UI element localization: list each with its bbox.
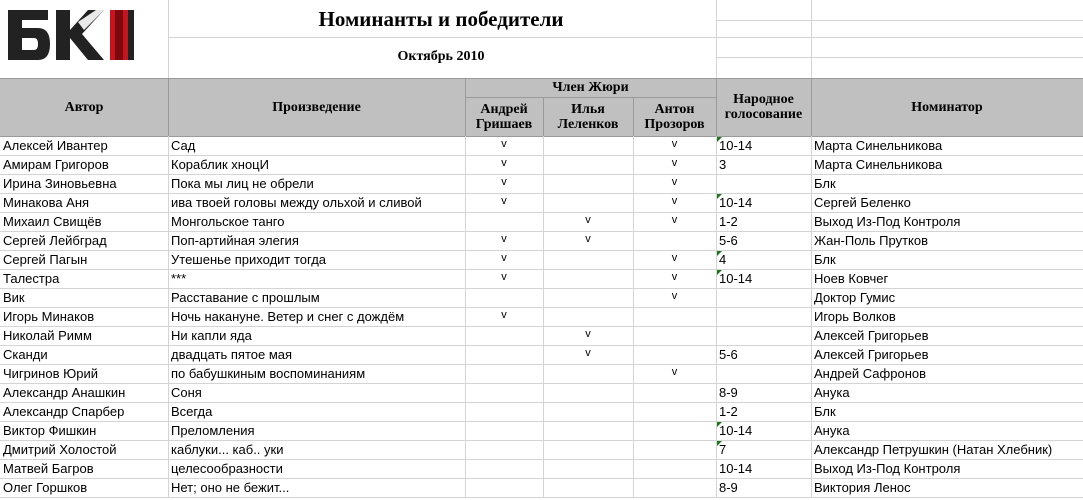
comment-indicator-icon [717, 270, 722, 275]
page-subtitle: Октябрь 2010 [397, 49, 485, 64]
jury-lelenkov-mark [543, 421, 633, 440]
jury-lelenkov-mark [543, 174, 633, 193]
work-cell: Сад [171, 138, 196, 153]
nominator-cell: Анука [814, 423, 850, 438]
work-cell: Утешенье приходит тогда [171, 252, 327, 267]
author-cell: Ирина Зиновьевна [3, 176, 117, 191]
jury-grishaev-mark [465, 326, 543, 345]
jury-prozorov-mark: v [671, 138, 678, 150]
author-cell: Александр Анашкин [3, 385, 126, 400]
jury-grishaev-mark [465, 421, 543, 440]
comment-indicator-icon [717, 137, 722, 142]
nominator-cell: Блк [814, 176, 836, 191]
nominator-cell: Ноев Ковчег [814, 271, 889, 286]
nominator-cell: Алексей Григорьев [814, 328, 929, 343]
column-header-jury-prozorov: Антон Прозоров [644, 101, 705, 132]
author-cell: Игорь Минаков [3, 309, 95, 324]
vote-cell [719, 174, 809, 193]
jury-grishaev-mark: v [501, 309, 507, 321]
jury-lelenkov-mark [543, 269, 633, 288]
jury-lelenkov-mark: v [585, 347, 591, 359]
gridline [543, 136, 544, 497]
jury-grishaev-mark: v [501, 271, 507, 283]
gridline [811, 136, 812, 497]
nominator-cell: Блк [814, 404, 836, 419]
comment-indicator-icon [717, 194, 722, 199]
jury-lelenkov-mark [543, 136, 633, 155]
nominator-cell: Александр Петрушкин (Натан Хлебник) [814, 442, 1053, 457]
work-cell: по бабушкиным воспоминаниям [171, 366, 366, 381]
author-cell: Алексей Ивантер [3, 138, 108, 153]
author-cell: Матвей Багров [3, 461, 94, 476]
nominator-cell: Марта Синельникова [814, 157, 943, 172]
vote-cell: 1-2 [719, 214, 738, 229]
author-cell: Олег Горшков [3, 480, 88, 495]
vote-cell: 5-6 [719, 347, 738, 362]
jury-prozorov-mark: v [671, 290, 678, 302]
column-header-jury-grishaev: Андрей Гришаев [475, 101, 533, 132]
vote-cell: 10-14 [719, 423, 753, 438]
gridline [716, 0, 717, 78]
jury-prozorov-mark: v [671, 195, 678, 207]
vote-cell: 7 [719, 442, 727, 457]
vote-cell [719, 326, 809, 345]
author-cell: Александр Спарбер [3, 404, 125, 419]
author-cell: Талестра [3, 271, 60, 286]
work-cell: Расставание с прошлым [171, 290, 320, 305]
jury-lelenkov-mark [543, 288, 633, 307]
jury-lelenkov-mark [543, 383, 633, 402]
jury-lelenkov-mark [543, 307, 633, 326]
work-cell: *** [171, 271, 187, 286]
gridline [811, 0, 812, 78]
jury-lelenkov-mark [543, 440, 633, 459]
vote-cell: 10-14 [719, 195, 753, 210]
jury-lelenkov-mark: v [585, 328, 591, 340]
logo-text: БКЛ [8, 65, 10, 66]
comment-indicator-icon [717, 251, 722, 256]
jury-grishaev-mark: v [501, 157, 507, 169]
vote-cell: 8-9 [719, 480, 738, 495]
author-cell: Сканди [3, 347, 48, 362]
jury-prozorov-mark: v [671, 157, 678, 169]
column-header-author: Автор [64, 99, 104, 115]
work-cell: Ночь накануне. Ветер и снег с дождём [171, 309, 405, 324]
gridline [0, 497, 1083, 498]
jury-lelenkov-mark [543, 402, 633, 421]
jury-grishaev-mark: v [501, 138, 507, 150]
work-cell: каблуки... каб.. уки [171, 442, 284, 457]
author-cell: Минакова Аня [3, 195, 90, 210]
jury-grishaev-mark [465, 364, 543, 383]
author-cell: Вик [3, 290, 25, 305]
nominator-cell: Анука [814, 385, 850, 400]
nominator-cell: Андрей Сафронов [814, 366, 927, 381]
jury-grishaev-mark: v [501, 233, 507, 245]
comment-indicator-icon [717, 441, 722, 446]
jury-lelenkov-mark: v [585, 214, 591, 226]
jury-grishaev-mark [465, 345, 543, 364]
jury-prozorov-mark [633, 478, 716, 497]
work-cell: Пока мы лиц не обрели [171, 176, 314, 191]
gridline [168, 37, 1083, 38]
jury-grishaev-mark [465, 402, 543, 421]
jury-lelenkov-mark [543, 155, 633, 174]
work-cell: Ни капли яда [171, 328, 252, 343]
author-cell: Михаил Свищёв [3, 214, 102, 229]
jury-prozorov-mark [633, 345, 716, 364]
column-header-jury-lelenkov: Илья Леленков [557, 101, 619, 132]
vote-cell: 3 [719, 157, 727, 172]
jury-lelenkov-mark [543, 364, 633, 383]
logo-icon [4, 4, 138, 66]
nominator-cell: Блк [814, 252, 836, 267]
jury-lelenkov-mark [543, 193, 633, 212]
jury-prozorov-mark [633, 231, 716, 250]
author-cell: Сергей Пагын [3, 252, 88, 267]
page-title: Номинанты и победители [318, 7, 564, 31]
vote-cell [719, 288, 809, 307]
gridline [716, 57, 1083, 58]
jury-grishaev-mark [465, 383, 543, 402]
gridline [633, 136, 634, 497]
author-cell: Амирам Григоров [3, 157, 109, 172]
work-cell: Поп-артийная элегия [171, 233, 299, 248]
author-cell: Николай Римм [3, 328, 92, 343]
jury-prozorov-mark: v [671, 271, 678, 283]
vote-cell: 8-9 [719, 385, 738, 400]
work-cell: Монгольское танго [171, 214, 285, 229]
jury-prozorov-mark [633, 307, 716, 326]
gridline [716, 136, 717, 497]
jury-prozorov-mark: v [671, 366, 678, 378]
vote-cell: 10-14 [719, 461, 753, 476]
jury-prozorov-mark: v [671, 252, 678, 264]
author-cell: Сергей Лейбград [3, 233, 107, 248]
author-cell: Чигринов Юрий [3, 366, 98, 381]
column-header-nominator: Номинатор [911, 99, 983, 115]
nominator-cell: Жан-Поль Прутков [814, 233, 928, 248]
work-cell: целесообразности [171, 461, 283, 476]
gridline [716, 20, 1083, 21]
jury-grishaev-mark [465, 478, 543, 497]
jury-prozorov-mark [633, 459, 716, 478]
author-cell: Виктор Фишкин [3, 423, 97, 438]
work-cell: Кораблик хноцИ [171, 157, 269, 172]
work-cell: ива твоей головы между ольхой и сливой [171, 195, 422, 210]
vote-cell: 4 [719, 252, 727, 267]
column-header-vote: Народное голосование [724, 92, 803, 122]
jury-grishaev-mark [465, 288, 543, 307]
jury-prozorov-mark [633, 326, 716, 345]
nominator-cell: Алексей Григорьев [814, 347, 929, 362]
jury-prozorov-mark: v [671, 214, 678, 226]
jury-grishaev-mark [465, 459, 543, 478]
column-header-work: Произведение [272, 99, 361, 115]
gridline [168, 136, 169, 497]
work-cell: Преломления [171, 423, 255, 438]
vote-cell: 10-14 [719, 271, 753, 286]
nominator-cell: Выход Из-Под Контроля [814, 214, 961, 229]
work-cell: Всегда [171, 404, 213, 419]
vote-cell [719, 364, 809, 383]
jury-grishaev-mark: v [501, 176, 507, 188]
nominator-cell: Сергей Беленко [814, 195, 911, 210]
jury-lelenkov-mark: v [585, 233, 591, 245]
work-cell: Соня [171, 385, 202, 400]
author-cell: Дмитрий Холостой [3, 442, 117, 457]
jury-lelenkov-mark [543, 459, 633, 478]
jury-grishaev-mark [465, 440, 543, 459]
jury-grishaev-mark: v [501, 195, 507, 207]
nominator-cell: Игорь Волков [814, 309, 896, 324]
gridline [465, 136, 466, 497]
vote-cell: 10-14 [719, 138, 753, 153]
nominator-cell: Доктор Гумис [814, 290, 896, 305]
jury-prozorov-mark: v [671, 176, 678, 188]
work-cell: двадцать пятое мая [171, 347, 293, 362]
column-header-jury-group: Член Жюри [552, 80, 629, 95]
jury-prozorov-mark [633, 421, 716, 440]
jury-lelenkov-mark [543, 478, 633, 497]
jury-prozorov-mark [633, 383, 716, 402]
vote-cell: 1-2 [719, 404, 738, 419]
jury-grishaev-mark: v [501, 252, 507, 264]
vote-cell: 5-6 [719, 233, 738, 248]
jury-grishaev-mark [465, 212, 543, 231]
comment-indicator-icon [717, 422, 722, 427]
work-cell: Нет; оно не бежит... [171, 480, 290, 495]
jury-prozorov-mark [633, 440, 716, 459]
nominator-cell: Виктория Ленос [814, 480, 911, 495]
nominator-cell: Марта Синельникова [814, 138, 943, 153]
vote-cell [719, 307, 809, 326]
nominator-cell: Выход Из-Под Контроля [814, 461, 961, 476]
jury-prozorov-mark [633, 402, 716, 421]
jury-lelenkov-mark [543, 250, 633, 269]
